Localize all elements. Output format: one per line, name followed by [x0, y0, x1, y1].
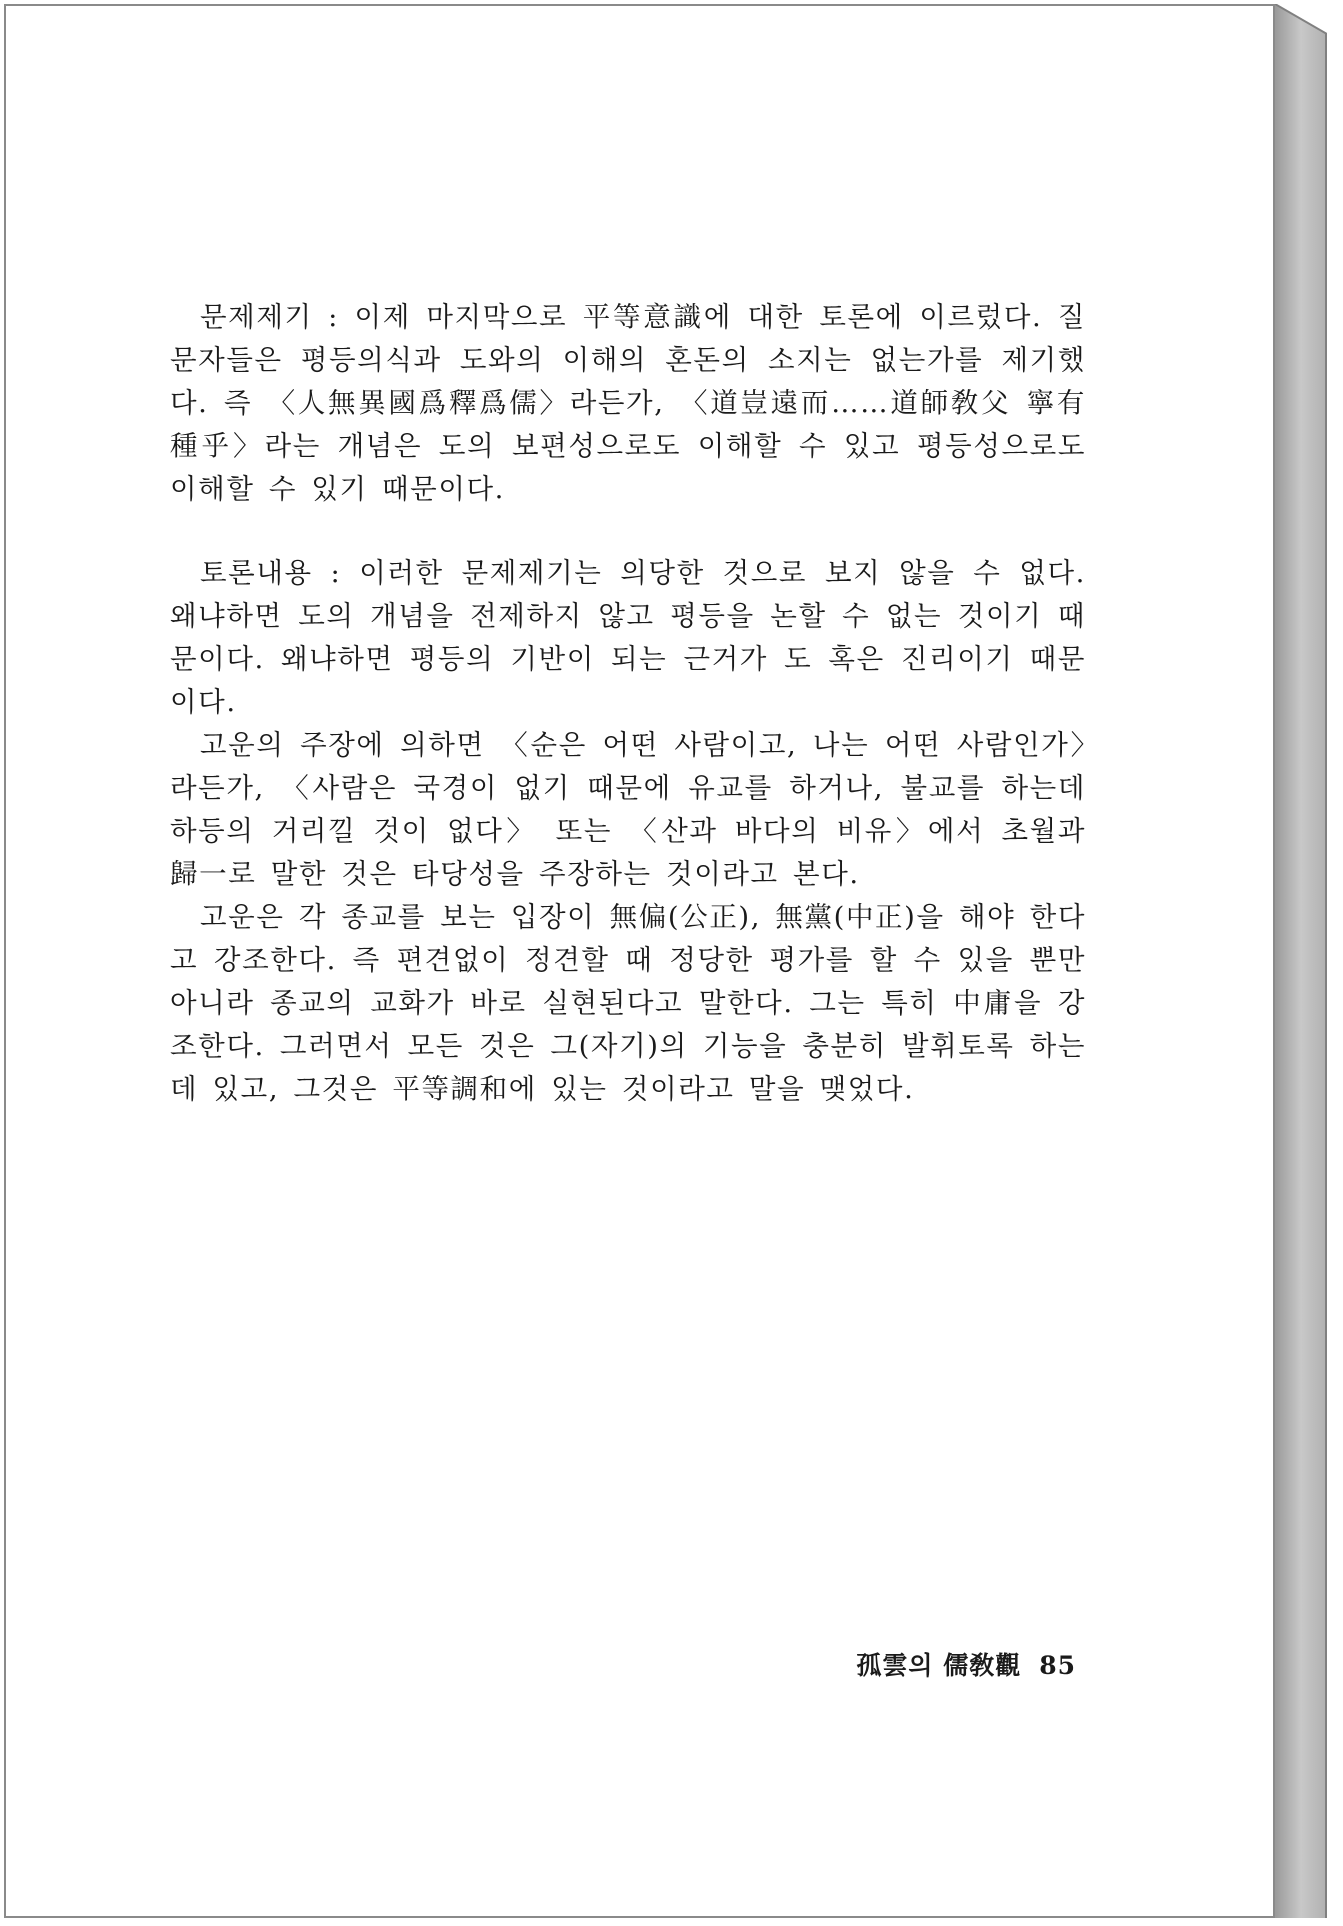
page-number: 85 [1039, 1651, 1076, 1680]
paragraph: 고운의 주장에 의하면 〈순은 어떤 사람이고, 나는 어떤 사람인가〉라든가, 〈사람은 국경이 없기 때문에 유교를 하거나, 불교를 하는데 하등의 거리낄 것이 없다〉 또는 〈산과 바다의 비유〉에서 초월과 歸一로 말한 것은 타당성을 주장하는 것이라고 본다. [170, 729, 1086, 890]
section-problem-statement [170, 296, 1086, 511]
page-footer [836, 1646, 1076, 1682]
paragraph: 문제제기 : 이제 마지막으로 平等意識에 대한 토론에 이르렀다. 질문자들은 평등의식과 도와의 이해의 혼돈의 소지는 없는가를 제기했다. 즉 〈人無異國爲釋爲儒〉라든가, 〈道豈遠而……道師敎父 寧有種乎〉라는 개념은 도의 보편성으로도 이해할 수 있고 평등성으로도 이해할 수 있기 때문이다. [170, 301, 1086, 505]
book-page [4, 4, 1275, 1918]
page-edge-shadow [1275, 4, 1327, 1918]
paragraph: 고운은 각 종교를 보는 입장이 無偏(公正), 無黨(中正)을 해야 한다고 강조한다. 즉 편견없이 정견할 때 정당한 평가를 할 수 있을 뿐만 아니라 종교의 교화가 바로 실현된다고 말한다. 그는 특히 中庸을 강조한다. 그러면서 모든 것은 그(자기)의 기능을 충분히 발휘토록 하는 데 있고, 그것은 平等調和에 있는 것이라고 말을 맺었다. [170, 901, 1086, 1105]
running-head: 孤雲의 儒敎觀 [856, 1651, 1022, 1680]
section-discussion [170, 552, 1086, 1111]
paragraph: 토론내용 : 이러한 문제제기는 의당한 것으로 보지 않을 수 없다. 왜냐하면 도의 개념을 전제하지 않고 평등을 논할 수 없는 것이기 때문이다. 왜냐하면 평등의 기반이 되는 근거가 도 혹은 진리이기 때문이다. [170, 557, 1086, 718]
